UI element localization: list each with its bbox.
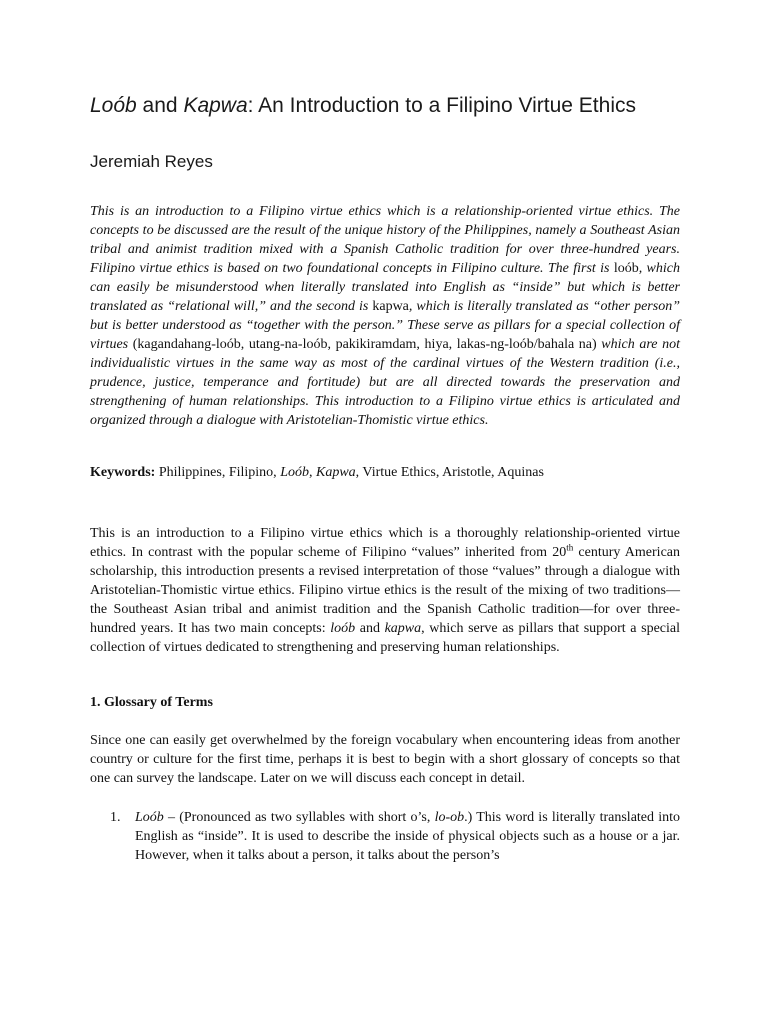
glossary-paragraph: Since one can easily get overwhelmed by the foreign vocabulary when encountering ideas from another country or culture for the first time, perhaps it is best to begin with a short glossary of concepts so that one can survey the landscape. Later on we will discuss each concept in detail. xyxy=(90,733,680,786)
abstract-sentence-3: , which is literally translated as “other person” but is better understood as “together with the person.” These serve as pillars for a special collection of virtues xyxy=(90,299,680,352)
abstract-sentence-1: This is an introduction to a Filipino virtue ethics which is a relationship-oriented virtue ethics. The concepts to be discussed are the result of the unique history of the Philippines, namely a Southeast Asian tribal and animist tradition mixed with a Spanish Catholic tradition for over three-hundred years. Filipino virtue ethics is based on two foundational concepts in Filipino culture. The first is xyxy=(90,204,680,276)
intro-sentence-1: This is an introduction to a Filipino virtue ethics which is a thoroughly relationship-oriented virtue ethics. In contrast with the popular scheme of Filipino “values” inherited from 20 xyxy=(90,526,680,560)
title-term-loob: Loób xyxy=(90,94,137,117)
intro-paragraph xyxy=(90,524,680,657)
keywords-separator: , xyxy=(308,465,316,480)
abstract-term-kapwa: kapwa xyxy=(372,299,409,314)
abstract-sentence-2: , which can easily be misunderstood when literally translated into English as “inside” but which is better translated as “relational will,” and the second is xyxy=(90,261,680,314)
keywords-part-1: Philippines, Filipino, xyxy=(155,465,281,480)
keywords-term-kapwa: Kapwa xyxy=(315,465,356,480)
paper-title xyxy=(90,90,680,122)
abstract-virtue-list: (kagandahang-loób, utang-na-loób, pakikiramdam, hiya, lakas-ng-loób/bahala na) xyxy=(132,337,597,352)
intro-sentence-3: and xyxy=(355,621,385,636)
list-item-text-2: .) This word is literally translated into English as “inside”. It is used to describe the inside of physical objects such as a house or a jar. However, when it talks about a person, it talks about the person’s xyxy=(135,810,680,863)
author-name: Jeremiah Reyes xyxy=(90,152,213,171)
intro-superscript: th xyxy=(566,542,574,553)
title-conjunction: and xyxy=(136,94,184,117)
intro-term-kapwa: kapwa xyxy=(384,621,422,636)
intro-sentence-2: century American scholarship, this introduction presents a revised interpretation of those “values” through a dialogue with Aristotelian-Thomistic virtue ethics. Filipino virtue ethics is the result of the mixing of two traditions—the Southeast Asian tribal and animist tradition and the Spanish Catholic tradition—for over three-hundred years. It has two main concepts: xyxy=(90,545,680,636)
document-page xyxy=(90,90,680,865)
list-item-term: Loób xyxy=(135,810,164,825)
abstract-term-loob: loób xyxy=(613,261,639,276)
list-item-text-1: – (Pronounced as two syllables with short o’s, xyxy=(163,810,435,825)
title-term-kapwa: Kapwa xyxy=(183,94,248,117)
keywords-label: Keywords: xyxy=(90,465,156,480)
intro-sentence-4: , which serve as pillars that support a special collection of virtues dedicated to strengthening and preserving human relationships. xyxy=(90,621,680,655)
list-item-pronunciation: lo-ob xyxy=(434,810,465,825)
intro-term-loob: loób xyxy=(330,621,356,636)
keywords-term-loob: Loób xyxy=(280,465,309,480)
abstract-paragraph xyxy=(90,202,680,430)
section-heading-glossary: 1. Glossary of Terms xyxy=(90,695,213,710)
title-rest: : An Introduction to a Filipino Virtue Ethics xyxy=(247,94,636,117)
list-item-text xyxy=(135,810,680,863)
abstract-sentence-4: which are not individualistic virtues in the same way as most of the cardinal virtues of the Western tradition (i.e., prudence, justice, temperance and fortitude) but are all directed towards the preservation and strengthening of human relationships. This introduction to a Filipino virtue ethics is articulated and organized through a dialogue with Aristotelian-Thomistic virtue ethics. xyxy=(90,337,680,428)
keywords-part-2: , Virtue Ethics, Aristotle, Aquinas xyxy=(355,465,544,480)
keywords-line xyxy=(90,463,680,482)
glossary-list-item xyxy=(90,808,680,865)
list-item-number: 1. xyxy=(110,810,121,825)
